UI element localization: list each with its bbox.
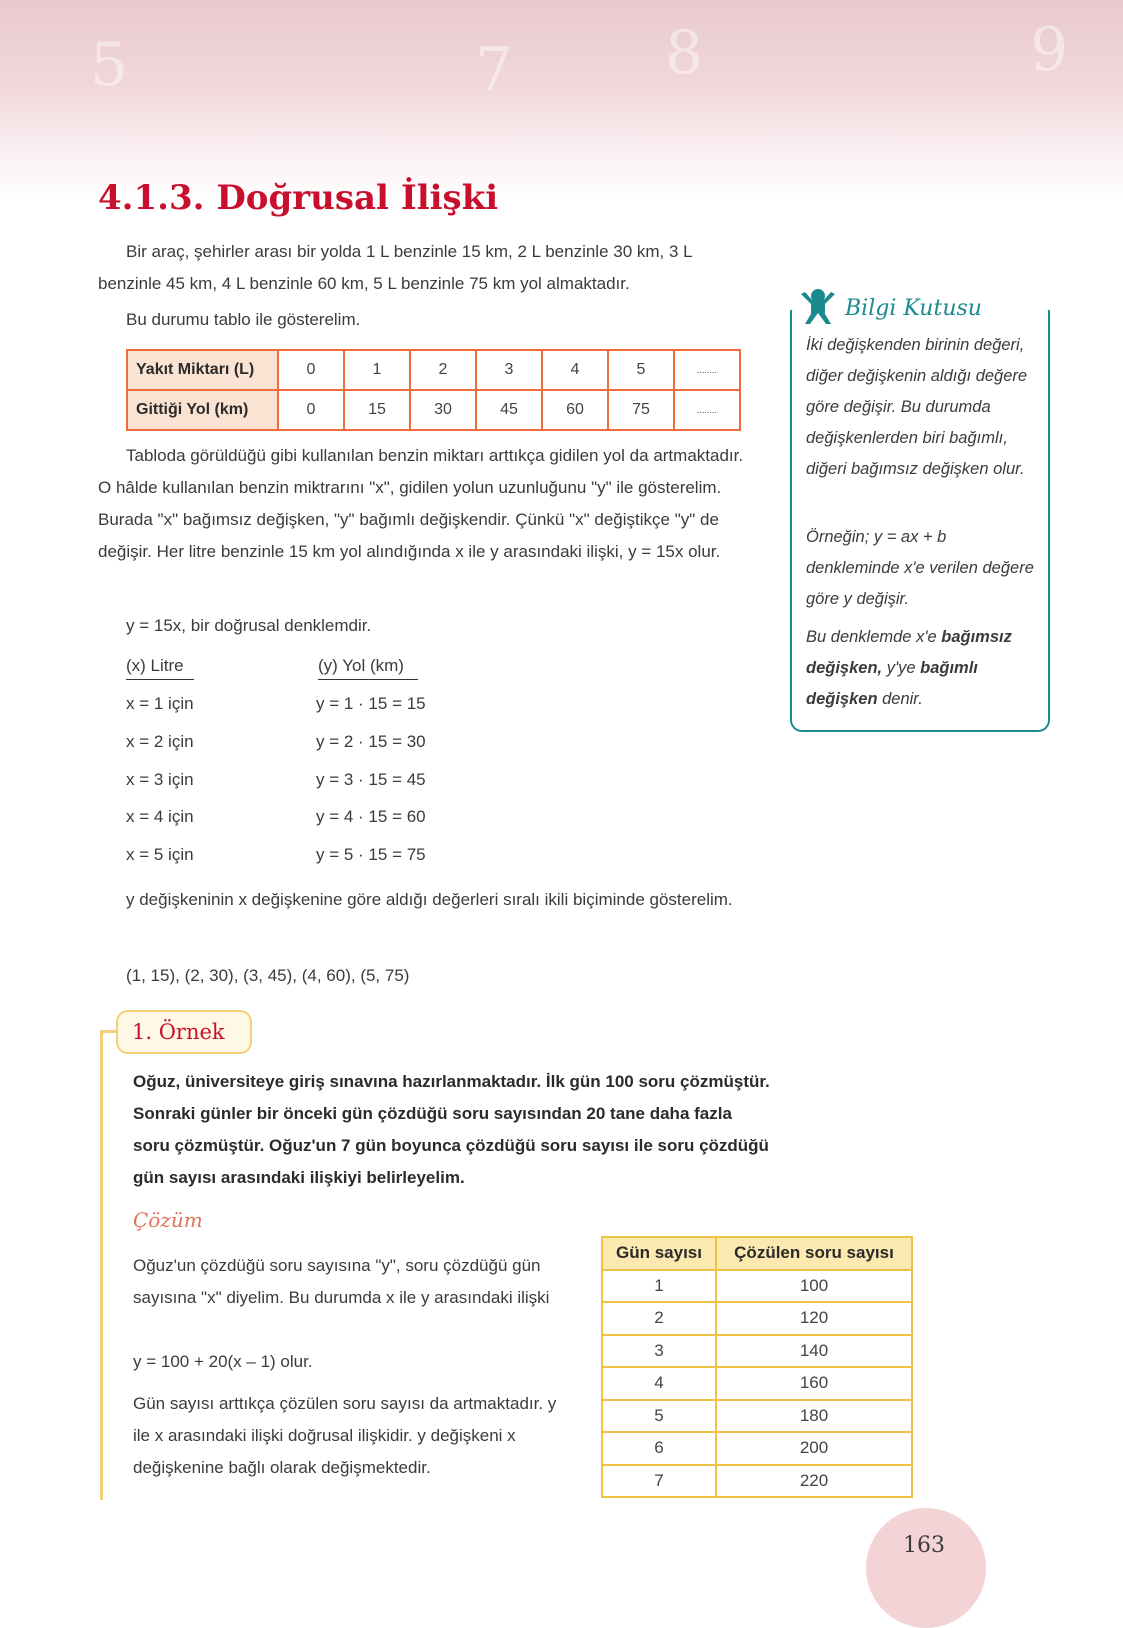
table-row [602, 1367, 912, 1400]
independent-variable-term: bağımsız değişken, [806, 628, 1012, 677]
table-cell: 200 [716, 1432, 912, 1465]
pairs-paragraph: y değişkeninin x değişkenine göre aldığı değerleri sıralı ikili biçiminde gösterelim. [126, 890, 733, 909]
table-row [127, 350, 740, 390]
table-cell: 1 [602, 1270, 716, 1303]
calc-x: x = 1 için [126, 694, 194, 713]
solution-conclusion: Gün sayısı arttıkça çözülen soru sayısı da artmaktadır. y ile x arasındaki ilişki doğrusal ilişkidir. y değişkeni x değişkenine bağlı olarak değişmektedir. [133, 1394, 557, 1477]
table-cell: 4 [542, 350, 608, 390]
calc-x: x = 3 için [126, 770, 194, 789]
page-number-badge [866, 1508, 986, 1628]
info-box-text: İki değişkenden birinin değeri, diğer değişkenin aldığı değere göre değişir. Bu durumda değişkenlerden biri bağımlı, diğeri bağımsız değişken olur. [806, 336, 1028, 478]
solution-label: Çözüm [133, 1208, 203, 1232]
table-cell: 100 [716, 1270, 912, 1303]
explanation-paragraph: Tabloda görüldüğü gibi kullanılan benzin miktarı arttıkça gidilen yol da artmaktadır. O hâlde kullanılan benzin miktrarını "x", gidilen yolun uzunluğunu "y" ile gösterelim. Burada "x" bağımsız değişken, "y" bağımlı değişkendir. Çünkü "x" değiştikçe "y" de değişir. Her litre benzinle 15 km yol alındığında x ile y arasındaki ilişki, y = 15x olur. [98, 446, 744, 561]
table-row [127, 390, 740, 430]
table-cell: 0 [278, 350, 344, 390]
info-box-header [797, 286, 982, 331]
column-header: Çözülen soru sayısı [716, 1237, 912, 1270]
info-box-definition [806, 622, 1036, 715]
fuel-table [126, 349, 741, 431]
table-row-header: Gittiği Yol (km) [127, 390, 278, 430]
table-cell: 75 [608, 390, 674, 430]
info-box-example: Örneğin; y = ax + b denkleminde x'e verilen değere göre y değişir. [806, 528, 1034, 608]
dependent-variable-term: bağımlı değişken [806, 659, 978, 708]
banner-digit: 5 [90, 30, 129, 100]
table-cell: ........ [674, 350, 740, 390]
section-title: 4.1.3. Doğrusal İlişki [98, 178, 499, 218]
table-cell: 6 [602, 1432, 716, 1465]
intro-paragraph: Bir araç, şehirler arası bir yolda 1 L benzinle 15 km, 2 L benzinle 30 km, 3 L benzinle 45 km, 4 L benzinle 60 km, 5 L benzinle 75 km yol almaktadır. [98, 242, 693, 293]
page-number: 163 [903, 1533, 945, 1558]
table-cell: 3 [602, 1335, 716, 1368]
linear-equation-note: y = 15x, bir doğrusal denklemdir. [126, 616, 372, 635]
info-box-definition-part: denir. [877, 690, 923, 708]
table-row [602, 1400, 912, 1433]
calc-x: x = 4 için [126, 807, 194, 826]
table-row [602, 1432, 912, 1465]
banner-digit: 8 [665, 18, 704, 88]
table-cell: 2 [410, 350, 476, 390]
calc-header-y: (y) Yol (km) [318, 656, 418, 680]
solution-equation: y = 100 + 20(x – 1) olur. [133, 1352, 313, 1371]
calc-y: y = 4 · 15 = 60 [316, 807, 426, 826]
column-header: Gün sayısı [602, 1237, 716, 1270]
banner-digit: 7 [475, 35, 514, 105]
table-header-row [602, 1237, 912, 1270]
calc-y: y = 5 · 15 = 75 [316, 845, 426, 864]
table-cell: ........ [674, 390, 740, 430]
table-cell: 180 [716, 1400, 912, 1433]
calc-x: x = 2 için [126, 732, 194, 751]
calc-x: x = 5 için [126, 845, 194, 864]
table-row [602, 1335, 912, 1368]
table-cell: 3 [476, 350, 542, 390]
person-icon [797, 286, 839, 331]
calc-header-x: (x) Litre [126, 656, 194, 680]
table-cell: 45 [476, 390, 542, 430]
calc-y: y = 3 · 15 = 45 [316, 770, 426, 789]
table-cell: 15 [344, 390, 410, 430]
calc-y: y = 1 · 15 = 15 [316, 694, 426, 713]
info-box-definition-part: Bu denklemde x'e [806, 628, 942, 646]
table-cell: 4 [602, 1367, 716, 1400]
table-cell: 1 [344, 350, 410, 390]
table-cell: 30 [410, 390, 476, 430]
example-tab: 1. Örnek [116, 1010, 252, 1054]
table-cell: 2 [602, 1302, 716, 1335]
table-cell: 60 [542, 390, 608, 430]
table-cell: 220 [716, 1465, 912, 1498]
banner-digit: 9 [1030, 15, 1069, 85]
example-frame-line [100, 1030, 103, 1500]
table-row [602, 1302, 912, 1335]
ordered-pairs: (1, 15), (2, 30), (3, 45), (4, 60), (5, 75) [126, 966, 410, 985]
table-cell: 120 [716, 1302, 912, 1335]
info-box-title: Bilgi Kutusu [845, 296, 982, 321]
table-cell: 140 [716, 1335, 912, 1368]
table-cell: 5 [602, 1400, 716, 1433]
study-table [601, 1236, 913, 1498]
solution-text: Oğuz'un çözdüğü soru sayısına "y", soru çözdüğü gün sayısına "x" diyelim. Bu durumda x ile y arasındaki ilişki [133, 1256, 550, 1307]
table-cell: 160 [716, 1367, 912, 1400]
table-cell: 0 [278, 390, 344, 430]
top-banner [0, 0, 1123, 200]
table-cell: 7 [602, 1465, 716, 1498]
table-row [602, 1465, 912, 1498]
example-question: Oğuz, üniversiteye giriş sınavına hazırlanmaktadır. İlk gün 100 soru çözmüştür. Sonraki günler bir önceki gün çözdüğü soru sayısından 20 tane daha fazla soru çözmüştür. Oğuz'un 7 gün boyunca çözdüğü soru sayısı ile soru çözdüğü gün sayısı arasındaki ilişkiyi belirleyelim. [133, 1072, 770, 1187]
calc-y: y = 2 · 15 = 30 [316, 732, 426, 751]
intro-table-lead: Bu durumu tablo ile gösterelim. [126, 310, 361, 329]
info-box-definition-part: y'ye [882, 659, 921, 677]
table-cell: 5 [608, 350, 674, 390]
table-row [602, 1270, 912, 1303]
table-row-header: Yakıt Miktarı (L) [127, 350, 278, 390]
